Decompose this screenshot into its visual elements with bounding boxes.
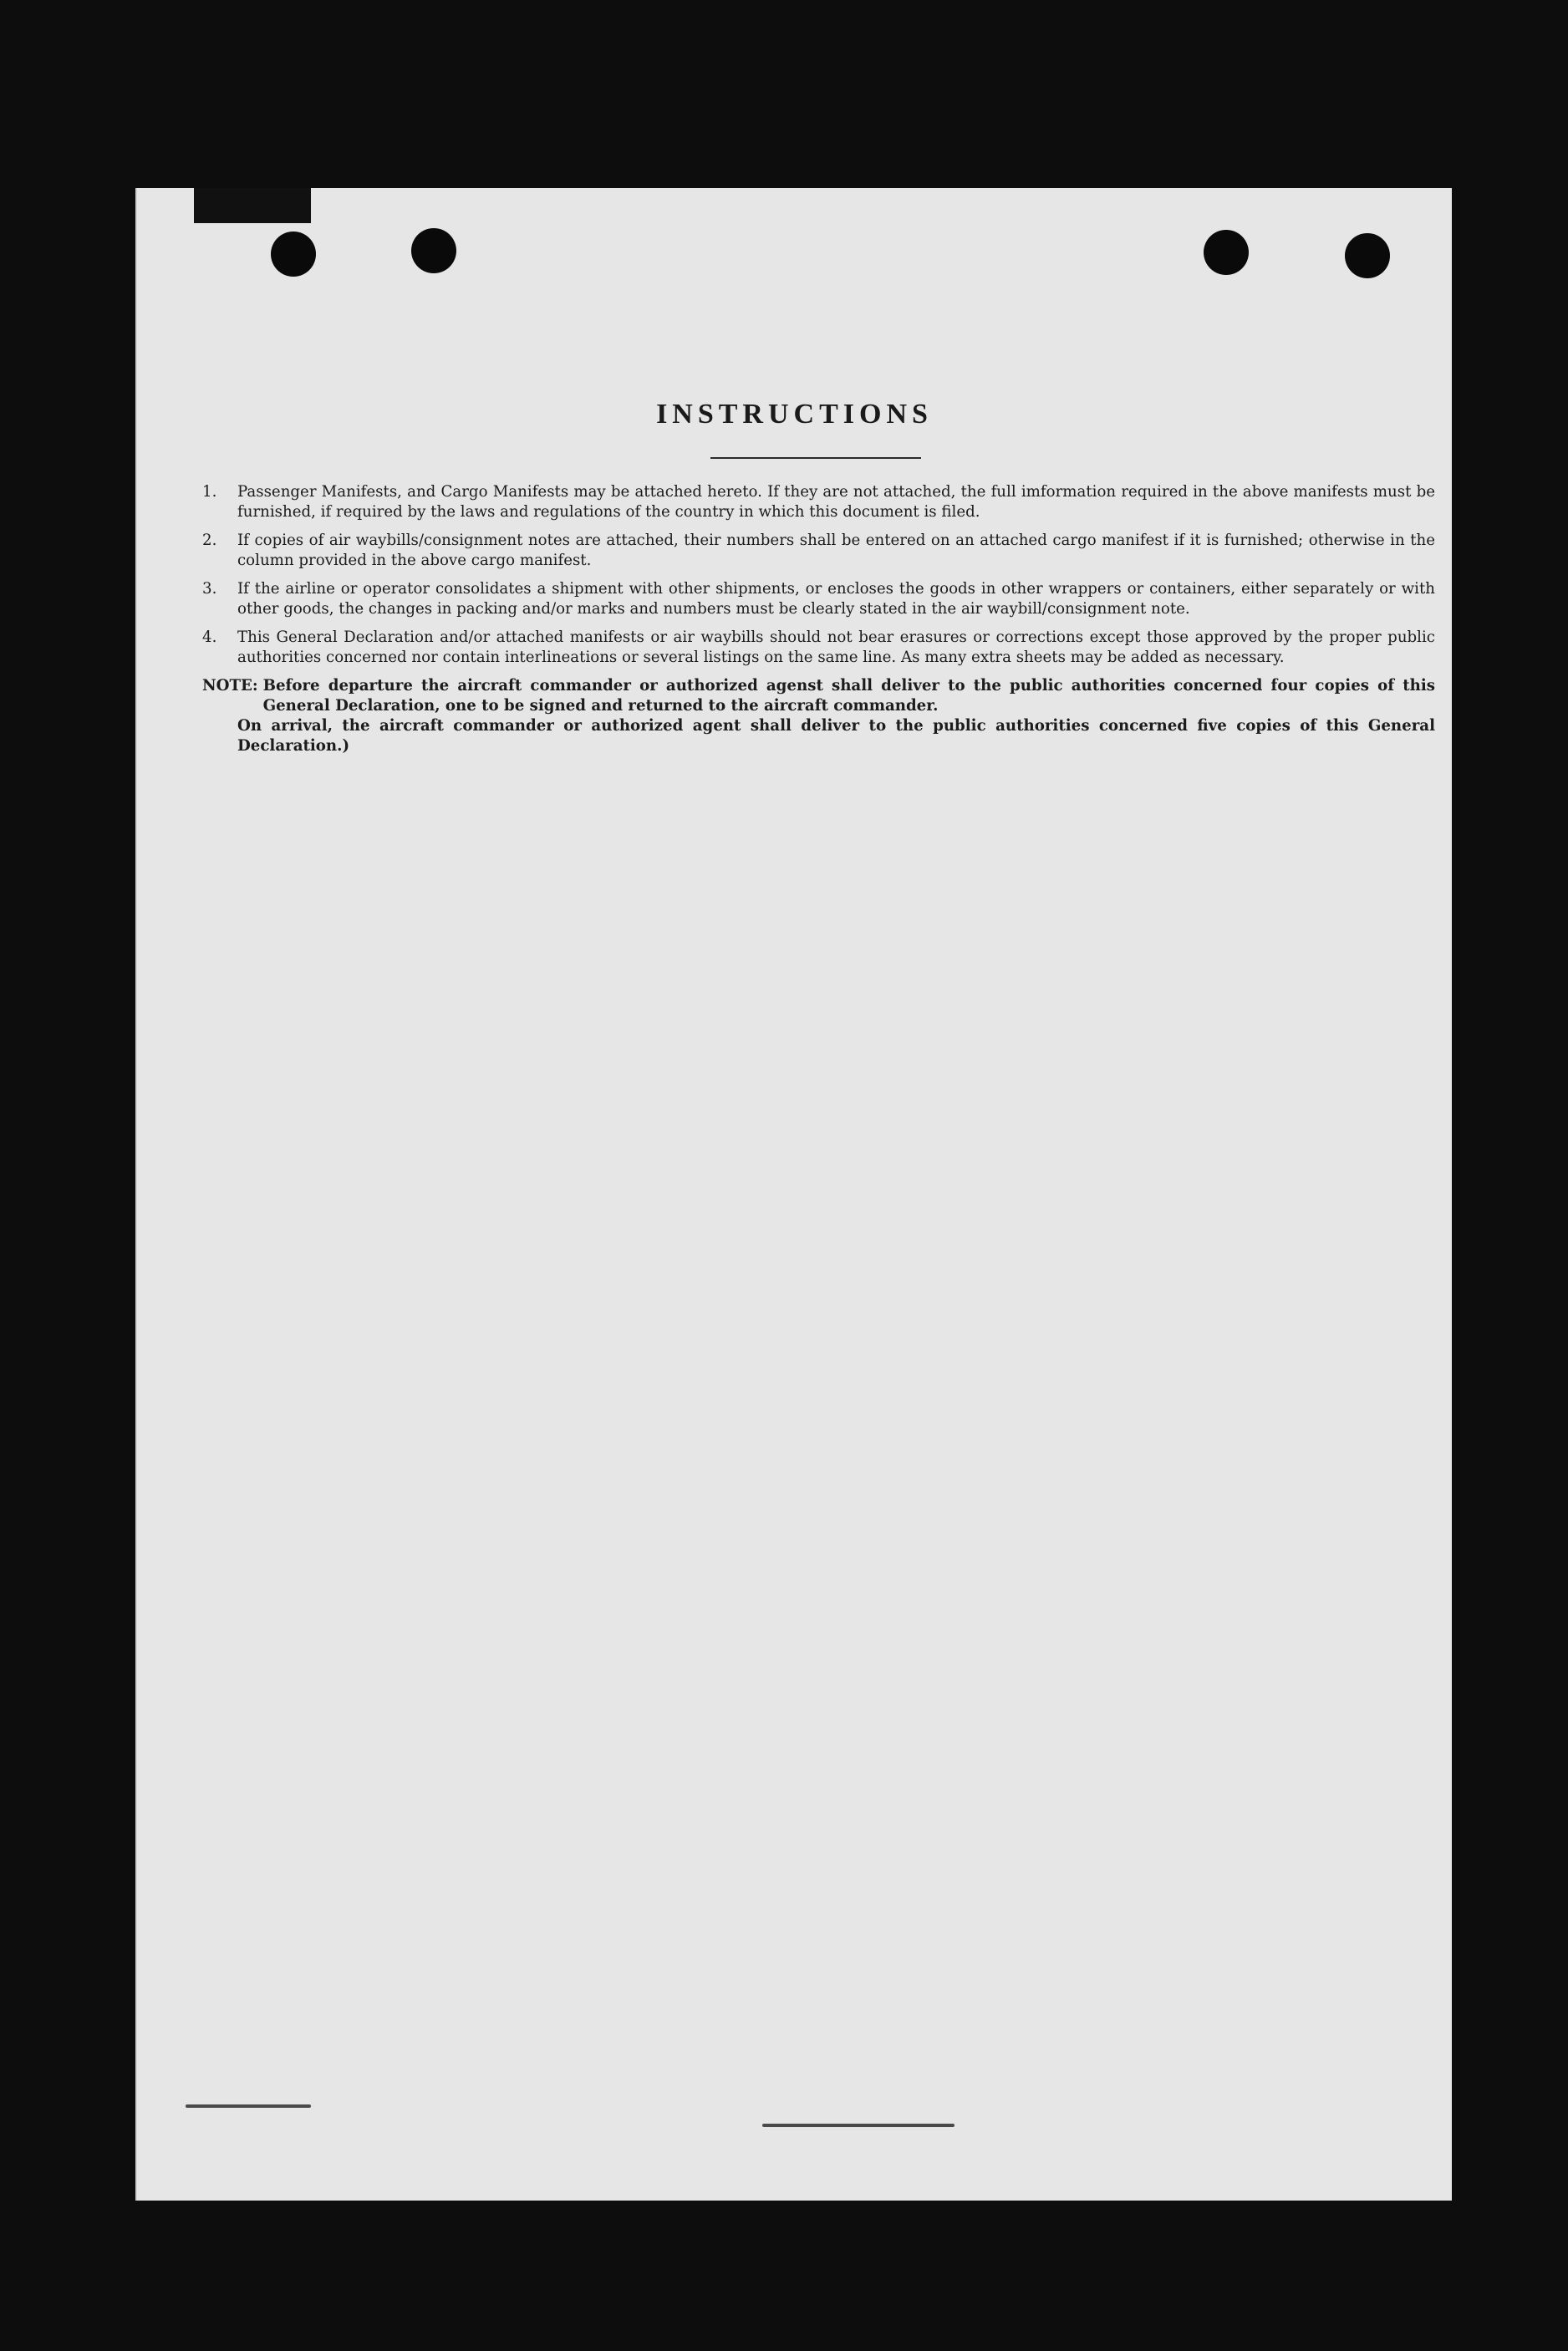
item-number: 3. xyxy=(202,580,217,598)
note-arrival: On arrival, the aircraft commander or authorized agent shall deliver to the public authorities concerned five copies of this General Declaration.) xyxy=(237,717,1435,755)
punch-hole xyxy=(271,232,316,277)
note-departure: Before departure the aircraft commander or authorized agenst shall deliver to the public authorities concerned four copies of this General Declaration, one to be signed and returned to the aircraft commander. xyxy=(262,677,1435,715)
clip-mark xyxy=(194,188,311,223)
item-text: If the airline or operator consolidates a shipment with other shipments, or encloses the goods in other wrappers or containers, either separately or with other goods, the changes in packing and/or marks and numbers must be clearly stated in the air waybill/consignment note. xyxy=(237,580,1435,618)
note-section xyxy=(202,676,1435,756)
instruction-item xyxy=(202,531,1435,571)
item-text: Passenger Manifests, and Cargo Manifests may be attached hereto. If they are not attached, the full imformation required in the above manifests must be furnished, if required by the laws and regulations of the country in which this document is filed. xyxy=(237,483,1435,521)
item-number: 2. xyxy=(202,532,217,549)
item-number: 1. xyxy=(202,483,217,501)
note-departure-row xyxy=(202,676,1435,716)
document-page xyxy=(135,188,1452,2201)
title-rule xyxy=(710,457,921,459)
item-text: If copies of air waybills/consignment notes are attached, their numbers shall be entered on an attached cargo manifest if it is furnished; otherwise in the column provided in the above cargo manifest. xyxy=(237,532,1435,569)
punch-hole xyxy=(411,228,456,273)
punch-hole xyxy=(1345,233,1390,278)
item-text: This General Declaration and/or attached manifests or air waybills should not bear erasures or corrections except those approved by the proper public authorities concerned nor contain interlineations or several listings on the same line. As many extra sheets may be added as necessary. xyxy=(237,628,1435,666)
note-label: NOTE: xyxy=(202,677,258,695)
instruction-item xyxy=(202,628,1435,668)
instruction-item xyxy=(202,482,1435,522)
scan-smudge xyxy=(186,2104,311,2108)
item-number: 4. xyxy=(202,628,217,646)
scan-smudge xyxy=(762,2124,955,2127)
instruction-item xyxy=(202,579,1435,619)
page-title: INSTRUCTIONS xyxy=(656,399,933,430)
instructions-list xyxy=(202,482,1435,756)
punch-hole xyxy=(1204,230,1249,275)
